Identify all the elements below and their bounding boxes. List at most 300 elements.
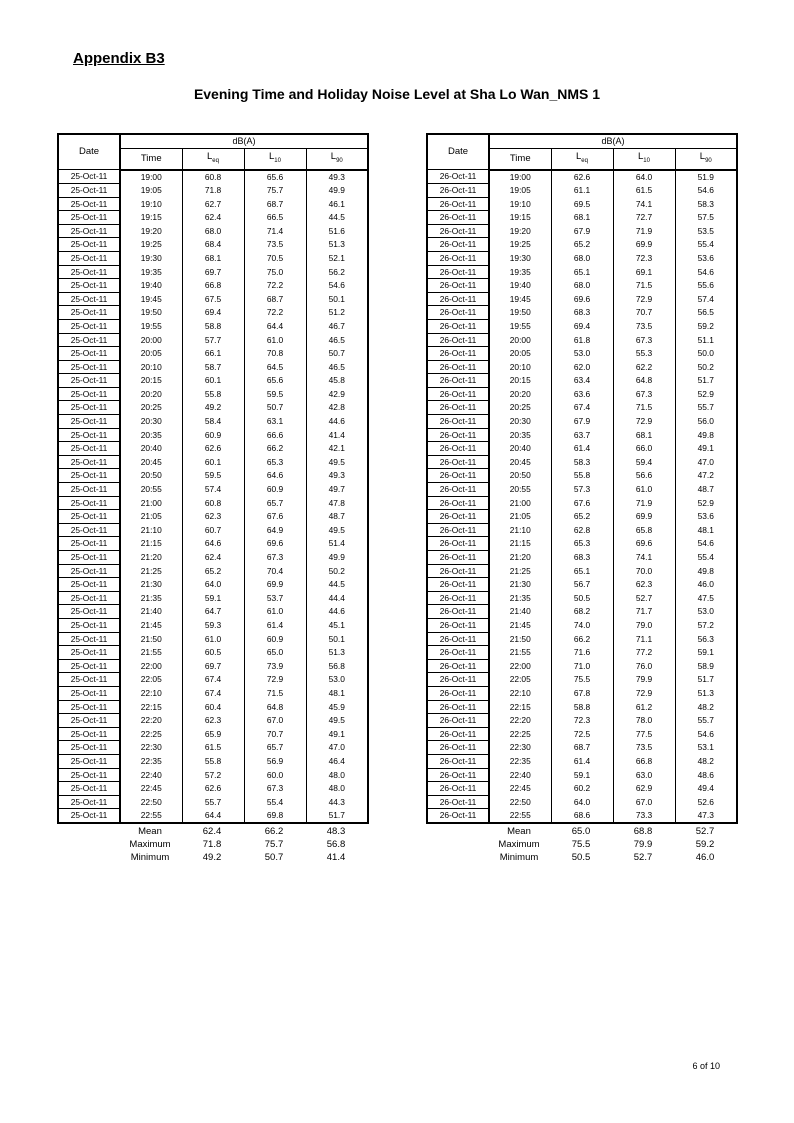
time-cell: 19:15 (489, 211, 551, 225)
date-cell: 25-Oct-11 (58, 333, 120, 347)
table-row (58, 360, 368, 374)
l90-cell: 54.6 (306, 279, 368, 293)
l10-cell: 73.9 (244, 659, 306, 673)
l10-cell: 74.1 (613, 197, 675, 211)
leq-cell: 67.4 (551, 401, 613, 415)
time-cell: 22:25 (120, 727, 182, 741)
time-cell: 19:20 (120, 224, 182, 238)
l90-cell: 56.2 (306, 265, 368, 279)
date-cell: 26-Oct-11 (427, 333, 489, 347)
table-row (58, 279, 368, 293)
l10-cell: 77.5 (613, 727, 675, 741)
leq-cell: 62.4 (182, 551, 244, 565)
time-cell: 21:35 (120, 591, 182, 605)
date-cell: 25-Oct-11 (58, 646, 120, 660)
l90-cell: 50.2 (675, 360, 737, 374)
time-cell: 21:50 (120, 632, 182, 646)
l90-cell: 46.1 (306, 197, 368, 211)
l10-cell: 65.3 (244, 455, 306, 469)
table-row (58, 591, 368, 605)
date-cell: 25-Oct-11 (58, 809, 120, 823)
table-row (427, 782, 737, 796)
leq-cell: 71.6 (551, 646, 613, 660)
time-cell: 19:10 (120, 197, 182, 211)
page-title: Evening Time and Holiday Noise Level at Sha Lo Wan_NMS 1 (193, 86, 601, 102)
date-cell: 26-Oct-11 (427, 714, 489, 728)
leq-cell: 62.6 (551, 170, 613, 184)
leq-cell: 63.7 (551, 428, 613, 442)
date-cell: 26-Oct-11 (427, 659, 489, 673)
l10-cell: 63.1 (244, 415, 306, 429)
leq-cell: 62.3 (182, 510, 244, 524)
l90-cell: 49.1 (306, 727, 368, 741)
l10-cell: 64.9 (244, 523, 306, 537)
unit-header: dB(A) (120, 134, 368, 149)
date-cell: 25-Oct-11 (58, 251, 120, 265)
l10-cell: 67.0 (613, 795, 675, 809)
l90-cell: 47.8 (306, 496, 368, 510)
table-row (427, 605, 737, 619)
table-row (58, 428, 368, 442)
time-cell: 22:45 (120, 782, 182, 796)
date-cell: 26-Oct-11 (427, 238, 489, 252)
table-row (427, 578, 737, 592)
l90-cell: 56.3 (675, 632, 737, 646)
time-cell: 20:20 (489, 387, 551, 401)
l90-cell: 52.6 (675, 795, 737, 809)
table-row (58, 618, 368, 632)
leq-cell: 60.1 (182, 455, 244, 469)
l10-cell: 72.9 (613, 292, 675, 306)
l10-cell: 71.9 (613, 496, 675, 510)
l90-cell: 49.7 (306, 483, 368, 497)
l90-cell: 52.1 (306, 251, 368, 265)
l90-cell: 46.7 (306, 319, 368, 333)
leq-cell: 59.5 (182, 469, 244, 483)
l90-cell: 44.6 (306, 605, 368, 619)
l90-cell: 56.5 (675, 306, 737, 320)
table-row (427, 455, 737, 469)
l10-cell: 66.8 (613, 754, 675, 768)
leq-cell: 68.3 (551, 306, 613, 320)
noise-data-table (426, 133, 738, 824)
time-cell: 21:40 (120, 605, 182, 619)
l90-cell: 46.0 (675, 578, 737, 592)
time-cell: 19:00 (120, 170, 182, 184)
mean-l90: 52.7 (695, 825, 715, 837)
minimum-leq: 50.5 (571, 851, 591, 863)
l90-cell: 55.4 (675, 551, 737, 565)
date-cell: 25-Oct-11 (58, 238, 120, 252)
time-column-header: Time (489, 149, 551, 170)
l90-cell: 45.9 (306, 700, 368, 714)
leq-cell: 69.4 (551, 319, 613, 333)
date-cell: 25-Oct-11 (58, 551, 120, 565)
l90-cell: 49.8 (675, 428, 737, 442)
date-cell: 25-Oct-11 (58, 306, 120, 320)
table-row (427, 469, 737, 483)
unit-header: dB(A) (489, 134, 737, 149)
date-cell: 25-Oct-11 (58, 279, 120, 293)
table-row (58, 551, 368, 565)
l90-cell: 46.5 (306, 333, 368, 347)
leq-cell: 55.8 (551, 469, 613, 483)
leq-cell: 55.8 (182, 754, 244, 768)
table-row (427, 292, 737, 306)
maximum-leq: 71.8 (202, 838, 222, 850)
table-row (427, 700, 737, 714)
date-cell: 26-Oct-11 (427, 809, 489, 823)
table-row (427, 197, 737, 211)
table-body (58, 170, 368, 823)
leq-column-header: $L_{eq}$ (182, 149, 244, 170)
date-cell: 26-Oct-11 (427, 646, 489, 660)
l10-cell: 61.0 (613, 483, 675, 497)
date-cell: 25-Oct-11 (58, 211, 120, 225)
time-cell: 21:00 (120, 496, 182, 510)
l90-cell: 50.0 (675, 347, 737, 361)
leq-cell: 64.4 (182, 809, 244, 823)
leq-cell: 63.6 (551, 387, 613, 401)
date-cell: 26-Oct-11 (427, 455, 489, 469)
leq-cell: 66.1 (182, 347, 244, 361)
date-cell: 25-Oct-11 (58, 292, 120, 306)
l90-cell: 48.0 (306, 768, 368, 782)
time-cell: 21:30 (120, 578, 182, 592)
date-cell: 25-Oct-11 (58, 483, 120, 497)
date-cell: 26-Oct-11 (427, 292, 489, 306)
date-cell: 25-Oct-11 (58, 564, 120, 578)
date-cell: 25-Oct-11 (58, 754, 120, 768)
date-cell: 25-Oct-11 (58, 537, 120, 551)
l90-cell: 51.3 (675, 686, 737, 700)
noise-table-26-oct (426, 133, 736, 864)
leq-cell: 67.9 (551, 224, 613, 238)
l90-cell: 53.0 (675, 605, 737, 619)
l90-cell: 47.2 (675, 469, 737, 483)
l10-cell: 61.2 (613, 700, 675, 714)
time-cell: 20:45 (489, 455, 551, 469)
date-cell: 25-Oct-11 (58, 455, 120, 469)
date-cell: 25-Oct-11 (58, 415, 120, 429)
time-cell: 21:20 (489, 551, 551, 565)
date-cell: 26-Oct-11 (427, 591, 489, 605)
leq-cell: 60.8 (182, 170, 244, 184)
leq-cell: 66.2 (551, 632, 613, 646)
appendix-heading: Appendix B3 (73, 50, 165, 67)
l10-cell: 65.8 (613, 523, 675, 537)
leq-cell: 55.7 (182, 795, 244, 809)
l90-cell: 49.9 (306, 183, 368, 197)
l90-cell: 53.6 (675, 251, 737, 265)
leq-cell: 57.4 (182, 483, 244, 497)
time-cell: 22:45 (489, 782, 551, 796)
date-cell: 25-Oct-11 (58, 578, 120, 592)
table-row (427, 659, 737, 673)
time-cell: 21:25 (489, 564, 551, 578)
leq-cell: 65.1 (551, 564, 613, 578)
leq-cell: 60.2 (551, 782, 613, 796)
leq-cell: 67.4 (182, 686, 244, 700)
l90-cell: 53.1 (675, 741, 737, 755)
l10-cell: 64.4 (244, 319, 306, 333)
mean-row (57, 825, 367, 838)
l10-cell: 68.1 (613, 428, 675, 442)
leq-cell: 61.0 (182, 632, 244, 646)
table-row (58, 387, 368, 401)
leq-cell: 59.3 (182, 618, 244, 632)
l90-cell: 42.8 (306, 401, 368, 415)
l90-cell: 51.2 (306, 306, 368, 320)
table-row (58, 306, 368, 320)
l90-cell: 52.9 (675, 387, 737, 401)
l10-cell: 64.8 (244, 700, 306, 714)
l90-cell: 48.6 (675, 768, 737, 782)
table-row (58, 523, 368, 537)
date-cell: 26-Oct-11 (427, 673, 489, 687)
l10-cell: 73.5 (613, 319, 675, 333)
l90-cell: 47.5 (675, 591, 737, 605)
table-row (427, 646, 737, 660)
table-row (58, 714, 368, 728)
time-cell: 20:20 (120, 387, 182, 401)
l90-cell: 53.0 (306, 673, 368, 687)
l10-cell: 72.2 (244, 279, 306, 293)
leq-cell: 50.5 (551, 591, 613, 605)
l10-cell: 70.5 (244, 251, 306, 265)
table-body (427, 170, 737, 823)
time-cell: 22:00 (489, 659, 551, 673)
time-cell: 20:00 (489, 333, 551, 347)
table-row (427, 795, 737, 809)
table-row (427, 551, 737, 565)
leq-cell: 69.5 (551, 197, 613, 211)
time-cell: 22:50 (489, 795, 551, 809)
date-cell: 26-Oct-11 (427, 483, 489, 497)
table-row (427, 428, 737, 442)
l10-cell: 78.0 (613, 714, 675, 728)
time-cell: 20:00 (120, 333, 182, 347)
l10-cell: 75.7 (244, 183, 306, 197)
date-cell: 25-Oct-11 (58, 741, 120, 755)
date-cell: 26-Oct-11 (427, 578, 489, 592)
l90-cell: 52.9 (675, 496, 737, 510)
time-cell: 19:55 (489, 319, 551, 333)
l90-cell: 44.4 (306, 591, 368, 605)
l10-cell: 62.3 (613, 578, 675, 592)
time-cell: 20:50 (489, 469, 551, 483)
date-cell: 25-Oct-11 (58, 782, 120, 796)
l90-cell: 46.5 (306, 360, 368, 374)
leq-cell: 60.5 (182, 646, 244, 660)
table-row (58, 741, 368, 755)
time-cell: 19:45 (120, 292, 182, 306)
maximum-row (57, 838, 367, 851)
table-row (58, 401, 368, 415)
time-cell: 22:15 (489, 700, 551, 714)
l90-cell: 44.5 (306, 578, 368, 592)
leq-cell: 68.2 (551, 605, 613, 619)
l90-cell: 58.9 (675, 659, 737, 673)
time-cell: 22:35 (120, 754, 182, 768)
l10-cell: 61.0 (244, 333, 306, 347)
table-row (427, 224, 737, 238)
l10-cell: 75.0 (244, 265, 306, 279)
table-row (427, 714, 737, 728)
time-cell: 21:45 (120, 618, 182, 632)
l90-cell: 47.3 (675, 809, 737, 823)
leq-cell: 58.3 (551, 455, 613, 469)
table-row (58, 578, 368, 592)
l10-cell: 68.7 (244, 292, 306, 306)
time-cell: 21:50 (489, 632, 551, 646)
l90-cell: 51.3 (306, 238, 368, 252)
mean-l10: 66.2 (264, 825, 284, 837)
maximum-row (426, 838, 736, 851)
l10-cell: 67.3 (244, 782, 306, 796)
table-row (58, 333, 368, 347)
date-cell: 25-Oct-11 (58, 183, 120, 197)
l10-cell: 71.1 (613, 632, 675, 646)
table-row (427, 360, 737, 374)
minimum-l10: 52.7 (633, 851, 653, 863)
l10-cell: 65.0 (244, 646, 306, 660)
table-row (58, 496, 368, 510)
time-cell: 19:30 (120, 251, 182, 265)
l10-cell: 79.9 (613, 673, 675, 687)
table-row (427, 279, 737, 293)
table-row (58, 727, 368, 741)
date-cell: 26-Oct-11 (427, 605, 489, 619)
table-row (427, 442, 737, 456)
table-row (58, 754, 368, 768)
l10-cell: 72.9 (613, 686, 675, 700)
time-cell: 21:15 (489, 537, 551, 551)
l90-cell: 51.4 (306, 537, 368, 551)
table-row (427, 564, 737, 578)
leq-cell: 68.0 (551, 251, 613, 265)
time-cell: 22:20 (120, 714, 182, 728)
time-cell: 20:15 (489, 374, 551, 388)
l10-cell: 66.0 (613, 442, 675, 456)
table-row (427, 401, 737, 415)
l10-cell: 69.6 (613, 537, 675, 551)
time-cell: 19:40 (489, 279, 551, 293)
leq-cell: 62.3 (182, 714, 244, 728)
time-cell: 19:50 (120, 306, 182, 320)
leq-cell: 75.5 (551, 673, 613, 687)
table-row (427, 809, 737, 823)
table-row (427, 537, 737, 551)
leq-cell: 67.4 (182, 673, 244, 687)
l10-cell: 70.7 (613, 306, 675, 320)
l10-cell: 67.6 (244, 510, 306, 524)
date-column-header: Date (58, 134, 120, 170)
l10-cell: 50.7 (244, 401, 306, 415)
time-cell: 21:55 (489, 646, 551, 660)
date-cell: 26-Oct-11 (427, 537, 489, 551)
mean-l90: 48.3 (326, 825, 346, 837)
leq-cell: 62.0 (551, 360, 613, 374)
table-row (58, 795, 368, 809)
table-row (58, 646, 368, 660)
time-cell: 19:45 (489, 292, 551, 306)
time-cell: 22:25 (489, 727, 551, 741)
time-cell: 20:40 (489, 442, 551, 456)
l10-cell: 71.5 (613, 401, 675, 415)
l90-cell: 48.2 (675, 700, 737, 714)
time-cell: 20:25 (120, 401, 182, 415)
table-row (427, 727, 737, 741)
date-cell: 26-Oct-11 (427, 782, 489, 796)
l90-column-header: $L_{90}$ (306, 149, 368, 170)
date-cell: 25-Oct-11 (58, 374, 120, 388)
l90-cell: 54.6 (675, 183, 737, 197)
l90-cell: 48.1 (675, 523, 737, 537)
table-row (427, 251, 737, 265)
l90-cell: 42.9 (306, 387, 368, 401)
l10-cell: 72.7 (613, 211, 675, 225)
leq-cell: 69.4 (182, 306, 244, 320)
table-row (427, 741, 737, 755)
maximum-l10: 75.7 (264, 838, 284, 850)
date-cell: 25-Oct-11 (58, 387, 120, 401)
l90-cell: 49.3 (306, 469, 368, 483)
leq-cell: 62.4 (182, 211, 244, 225)
leq-cell: 68.4 (182, 238, 244, 252)
date-cell: 25-Oct-11 (58, 319, 120, 333)
table-row (58, 251, 368, 265)
date-cell: 25-Oct-11 (58, 632, 120, 646)
l90-column-header: $L_{90}$ (675, 149, 737, 170)
l90-cell: 51.7 (306, 809, 368, 823)
l90-cell: 48.0 (306, 782, 368, 796)
table-row (427, 374, 737, 388)
date-cell: 25-Oct-11 (58, 686, 120, 700)
time-cell: 21:30 (489, 578, 551, 592)
table-row (58, 605, 368, 619)
date-cell: 26-Oct-11 (427, 469, 489, 483)
leq-column-header: $L_{eq}$ (551, 149, 613, 170)
table-row (58, 564, 368, 578)
time-cell: 20:35 (120, 428, 182, 442)
l90-cell: 54.6 (675, 537, 737, 551)
time-cell: 20:35 (489, 428, 551, 442)
l10-cell: 74.1 (613, 551, 675, 565)
table-row (58, 782, 368, 796)
l90-cell: 55.7 (675, 714, 737, 728)
date-cell: 25-Oct-11 (58, 197, 120, 211)
l90-cell: 49.3 (306, 170, 368, 184)
minimum-l10: 50.7 (264, 851, 284, 863)
table-row (427, 265, 737, 279)
l10-column-header: $L_{10}$ (613, 149, 675, 170)
leq-cell: 69.7 (182, 659, 244, 673)
time-cell: 21:15 (120, 537, 182, 551)
time-cell: 20:05 (489, 347, 551, 361)
date-cell: 25-Oct-11 (58, 265, 120, 279)
leq-cell: 68.3 (551, 551, 613, 565)
table-row (58, 809, 368, 823)
l90-cell: 44.3 (306, 795, 368, 809)
time-cell: 22:35 (489, 754, 551, 768)
time-cell: 20:40 (120, 442, 182, 456)
table-row (427, 673, 737, 687)
time-cell: 22:05 (489, 673, 551, 687)
l90-cell: 55.7 (675, 401, 737, 415)
time-cell: 20:15 (120, 374, 182, 388)
l90-cell: 54.6 (675, 727, 737, 741)
